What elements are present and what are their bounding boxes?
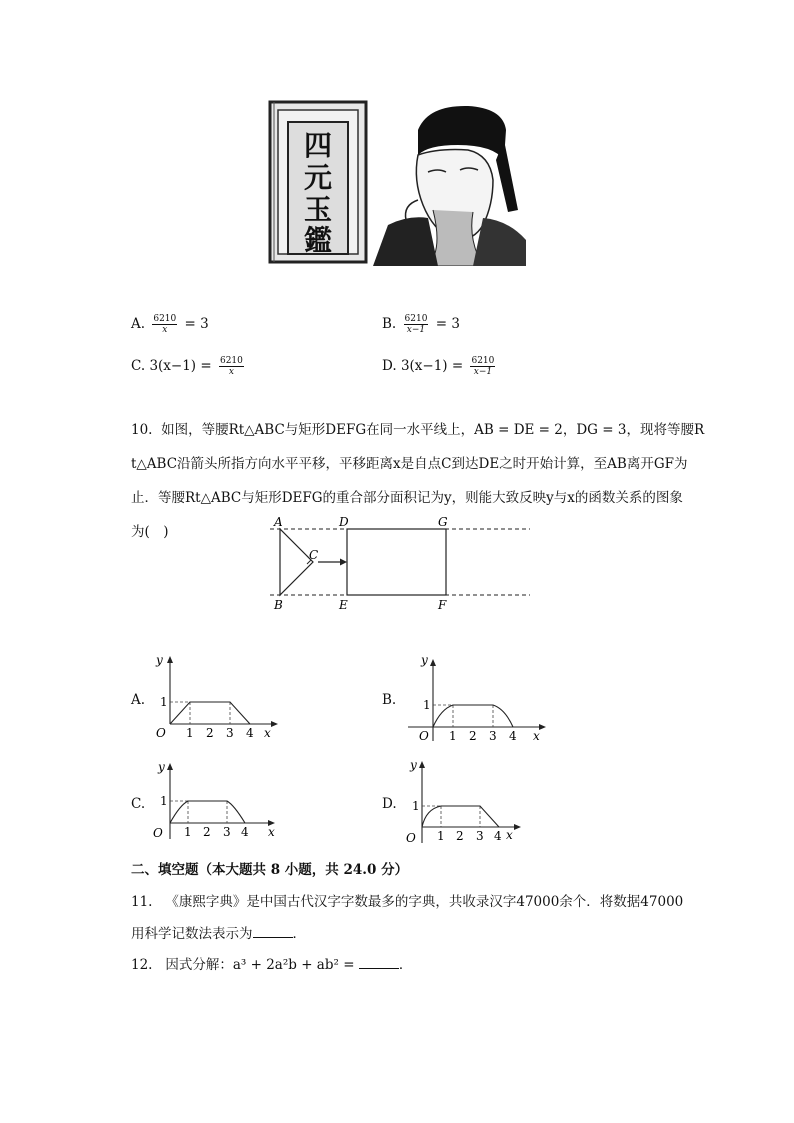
x-axis-arrow <box>271 721 278 727</box>
label-b: B <box>274 598 283 612</box>
origin-label: O <box>153 826 163 840</box>
q10-line-2: t△ABC沿箭头所指方向水平平移，平移距离x是自点C到达DE之时开始计算，至AB离开GF为 <box>131 456 688 472</box>
function-curve <box>170 801 245 823</box>
equation-rhs: = 3 <box>435 316 460 332</box>
section-heading: 二、填空题（本大题共 8 小题，共 24.0 分） <box>131 862 409 878</box>
y-axis-label: y <box>410 758 417 772</box>
origin-label: O <box>156 726 166 740</box>
answer-blank[interactable] <box>359 954 399 969</box>
y-axis-arrow <box>167 656 173 663</box>
y-axis-label: y <box>421 653 428 667</box>
x-tick-4: 4 <box>509 729 517 743</box>
numerator: 6210 <box>219 356 243 366</box>
equation-lhs: 3(x−1) = <box>400 358 464 374</box>
denominator: x−1 <box>473 367 493 377</box>
book-title-char-3: 玉 <box>303 193 333 226</box>
numerator: 6210 <box>471 356 495 366</box>
q11-line-1-text: 《康熙字典》是中国古代汉字字数最多的字典，共收录汉字47000余个．将数据47000 <box>165 894 684 910</box>
q10-line-1 <box>131 418 705 442</box>
fraction <box>404 314 429 335</box>
y-axis-label: y <box>156 653 163 667</box>
book-title-char-1: 四 <box>303 129 333 162</box>
illustration-image <box>268 100 526 266</box>
q10-line-4: 为( ) <box>131 524 169 540</box>
y-axis-label: y <box>158 760 165 774</box>
q11-line-2-end: ． <box>292 926 306 942</box>
x-tick-4: 4 <box>494 829 502 843</box>
q10-option-c-label: C. <box>131 796 146 812</box>
y-tick-label: 1 <box>412 799 420 813</box>
q12-text: 因式分解：a³ + 2a²b + ab² = <box>165 957 355 973</box>
y-tick-label: 1 <box>423 698 431 712</box>
q10-option-b-label: B. <box>382 692 397 708</box>
x-axis-label: x <box>268 825 275 839</box>
question-number: 12. <box>131 957 153 973</box>
numerator: 6210 <box>153 314 177 324</box>
q11-line-1 <box>131 890 701 914</box>
x-tick-3: 3 <box>489 729 497 743</box>
label-a: A <box>274 515 283 529</box>
x-axis-label: x <box>533 729 540 743</box>
q10-graph-c <box>150 757 280 842</box>
function-curve <box>170 702 250 724</box>
label-f: F <box>438 598 447 612</box>
q11-line-2-text: 用科学记数法表示为 <box>131 926 253 942</box>
equation-rhs: = 3 <box>184 316 209 332</box>
book-title-char-4: 鑑 <box>303 224 333 257</box>
q10-line-1-text: 如图，等腰Rt△ABC与矩形DEFG在同一水平线上，AB = DE = 2，DG = 3，现将等腰R <box>161 422 705 438</box>
denominator: x <box>162 325 168 335</box>
denominator: x <box>228 367 234 377</box>
q11-line-2 <box>131 922 701 946</box>
q10-figure <box>265 512 535 612</box>
q10-line-3: 止．等腰Rt△ABC与矩形DEFG的重合部分面积记为y，则能大致反映y与x的函数关系的图象 <box>131 490 683 506</box>
y-tick-label: 1 <box>160 794 168 808</box>
x-tick-2: 2 <box>206 726 214 740</box>
denominator: x−1 <box>406 325 426 335</box>
x-tick-4: 4 <box>241 825 249 839</box>
q12 <box>131 953 412 977</box>
q10-option-a-label: A. <box>131 692 146 708</box>
x-axis-arrow <box>539 724 546 730</box>
option-label: D. <box>382 358 397 374</box>
x-tick-1: 1 <box>186 726 194 740</box>
x-axis-label: x <box>506 828 513 842</box>
x-axis-arrow <box>514 824 521 830</box>
q9-option-b <box>382 314 460 335</box>
y-axis-arrow <box>419 761 425 768</box>
option-label: C. <box>131 358 146 374</box>
q9-option-d <box>382 356 498 377</box>
x-tick-3: 3 <box>226 726 234 740</box>
fraction <box>152 314 177 335</box>
numerator: 6210 <box>404 314 428 324</box>
y-axis-arrow <box>430 659 436 666</box>
triangle-abc <box>280 529 313 595</box>
q9-option-a <box>131 314 209 335</box>
fraction <box>219 356 244 377</box>
q10-option-d-label: D. <box>382 796 397 812</box>
rectangle-defg <box>347 529 446 595</box>
x-tick-3: 3 <box>223 825 231 839</box>
option-label: A. <box>131 316 146 332</box>
origin-label: O <box>419 729 429 743</box>
q9-option-c <box>131 356 247 377</box>
x-tick-1: 1 <box>449 729 457 743</box>
label-d: D <box>339 515 349 529</box>
question-number: 10. <box>131 422 153 438</box>
x-tick-3: 3 <box>476 829 484 843</box>
fraction <box>470 356 495 377</box>
function-curve <box>422 806 499 827</box>
question-number: 11. <box>131 894 153 910</box>
book-title-char-2: 元 <box>303 161 333 194</box>
y-tick-label: 1 <box>160 695 168 709</box>
q10-graph-b <box>405 651 550 746</box>
label-g: G <box>438 515 448 529</box>
x-tick-1: 1 <box>437 829 445 843</box>
x-tick-2: 2 <box>203 825 211 839</box>
option-label: B. <box>382 316 397 332</box>
q11 <box>131 890 701 946</box>
label-c: C <box>309 548 319 562</box>
answer-blank[interactable] <box>253 923 293 938</box>
equation-lhs: 3(x−1) = <box>149 358 212 374</box>
label-e: E <box>339 598 348 612</box>
x-tick-2: 2 <box>469 729 477 743</box>
arrow-head <box>340 559 347 566</box>
illustration <box>268 100 526 266</box>
x-tick-2: 2 <box>456 829 464 843</box>
origin-label: O <box>406 831 416 845</box>
x-tick-4: 4 <box>246 726 254 740</box>
function-curve <box>433 705 513 727</box>
y-axis-arrow <box>167 763 173 770</box>
q12-end: ． <box>398 957 413 973</box>
q10-graph-d <box>400 755 530 847</box>
x-axis-label: x <box>264 726 271 740</box>
x-tick-1: 1 <box>184 825 192 839</box>
q10-graph-a <box>150 652 280 742</box>
